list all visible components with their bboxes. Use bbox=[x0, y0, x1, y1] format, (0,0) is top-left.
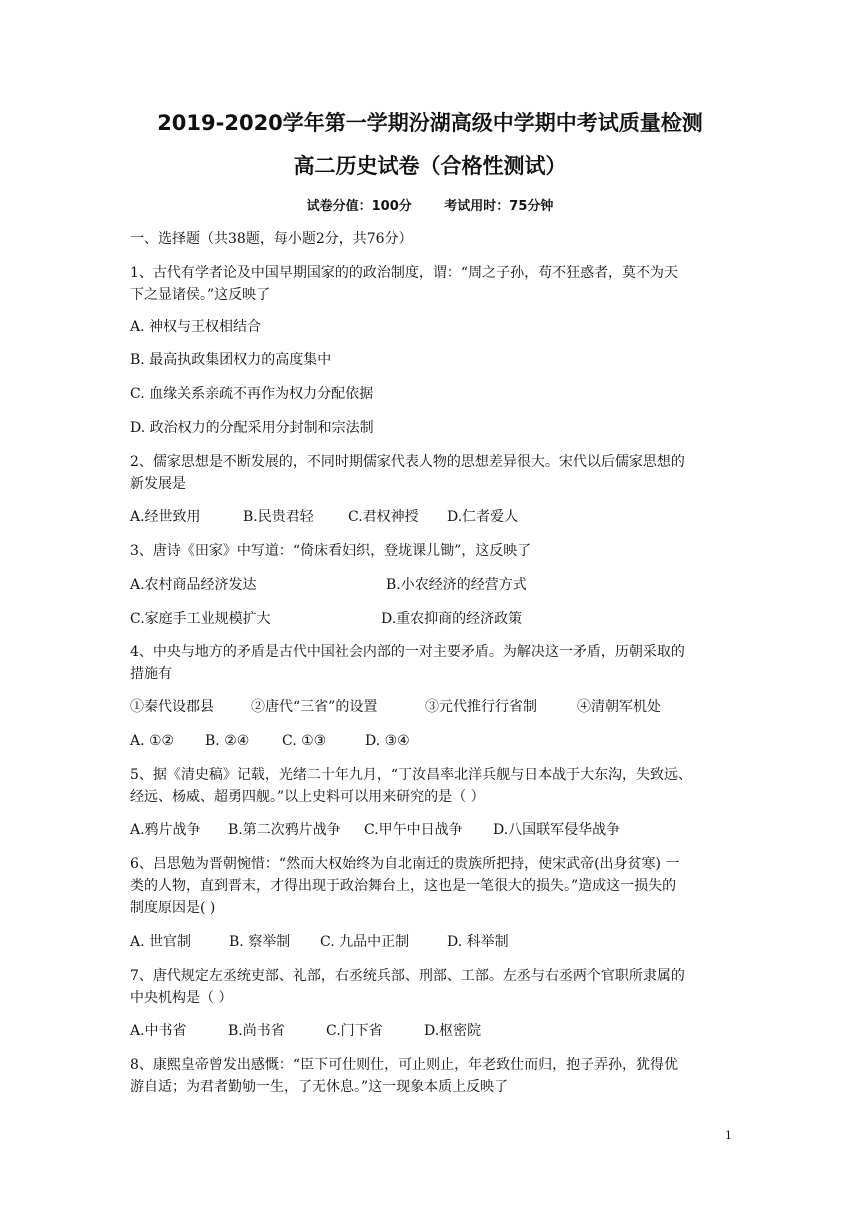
q7-stem-line1: 7、唐代规定左丞统吏部、礼部，右丞统兵部、刑部、工部。左丞与右丞两个官职所隶属的 bbox=[130, 968, 685, 984]
q6-option-c: C. 九品中正制 bbox=[320, 934, 410, 950]
q8-stem-line1: 8、康熙皇帝曾发出感慨：“臣下可仕则仕，可止则止，年老致仕而归，抱子弄孙，犹得优 bbox=[130, 1057, 679, 1073]
q6-stem-line2: 类的人物，直到晋末，才得出现于政治舞台上，这也是一笔很大的损失。”造成这一损失的 bbox=[130, 878, 677, 894]
q1-option-c: C. 血缘关系亲疏不再作为权力分配依据 bbox=[130, 386, 374, 402]
q2-option-c: C.君权神授 bbox=[348, 509, 419, 525]
q5-option-d: D.八国联军侵华战争 bbox=[493, 822, 621, 838]
q4-item-4: ④清朝军机处 bbox=[577, 699, 661, 715]
section-heading: 一、选择题（共38题，每小题2分，共76分） bbox=[130, 231, 413, 247]
q5-option-a: A.鸦片战争 bbox=[130, 822, 201, 838]
q8-stem-line2: 游自适；为君者勤劬一生，了无休息。”这一现象本质上反映了 bbox=[130, 1079, 509, 1095]
q3-option-d: D.重农抑商的经济政策 bbox=[381, 611, 523, 627]
q4-item-3: ③元代推行行省制 bbox=[425, 699, 537, 715]
exam-title: 2019-2020学年第一学期汾湖高级中学期中考试质量检测 bbox=[157, 111, 703, 135]
score-info: 试卷分值：100分 bbox=[306, 199, 412, 214]
q7-stem-line2: 中央机构是（ ） bbox=[130, 990, 233, 1006]
q4-option-d: D. ③④ bbox=[365, 733, 410, 749]
q3-stem-line1: 3、唐诗《田家》中写道：“倚床看妇织，登垅课儿锄”，这反映了 bbox=[130, 543, 532, 559]
q4-stem-line2: 措施有 bbox=[130, 666, 172, 682]
q4-option-b: B. ②④ bbox=[205, 733, 250, 749]
q4-option-a: A. ①② bbox=[130, 733, 175, 749]
q7-option-b: B.尚书省 bbox=[228, 1023, 285, 1039]
q6-option-d: D. 科举制 bbox=[447, 934, 509, 950]
q3-option-a: A.农村商品经济发达 bbox=[130, 577, 257, 593]
q6-stem-line1: 6、吕思勉为晋朝惋惜：“然而大权始终为自北南迁的贵族所把持，使宋武帝(出身贫寒) 一 bbox=[130, 856, 680, 872]
q6-stem-line3: 制度原因是( ) bbox=[130, 900, 216, 916]
q1-stem-line1: 1、古代有学者论及中国早期国家的的政治制度，谓：“周之子孙，苟不狂惑者，莫不为天 bbox=[130, 265, 679, 281]
q5-stem-line1: 5、据《清史稿》记载，光绪二十年九月，“丁汝昌率北洋兵舰与日本战于大东沟，失致远、 bbox=[130, 767, 693, 783]
q5-stem-line2: 经远、杨威、超勇四舰。”以上史料可以用来研究的是（ ） bbox=[130, 789, 485, 805]
q4-option-c: C. ①③ bbox=[282, 733, 327, 749]
q7-option-a: A.中书省 bbox=[130, 1023, 187, 1039]
q4-stem-line1: 4、中央与地方的矛盾是古代中国社会内部的一对主要矛盾。为解决这一矛盾，历朝采取的 bbox=[130, 644, 685, 660]
q3-option-c: C.家庭手工业规模扩大 bbox=[130, 611, 271, 627]
q1-option-b: B. 最高执政集团权力的高度集中 bbox=[130, 352, 332, 368]
q5-option-c: C.甲午中日战争 bbox=[364, 822, 463, 838]
q2-option-a: A.经世致用 bbox=[130, 509, 201, 525]
q1-option-d: D. 政治权力的分配采用分封制和宗法制 bbox=[130, 420, 374, 436]
q6-option-a: A. 世官制 bbox=[130, 934, 192, 950]
q3-option-b: B.小农经济的经营方式 bbox=[386, 577, 527, 593]
q1-option-a: A. 神权与王权相结合 bbox=[130, 319, 262, 335]
q4-item-1: ①秦代设郡县 bbox=[130, 699, 214, 715]
q7-option-d: D.枢密院 bbox=[424, 1023, 482, 1039]
q2-stem-line1: 2、儒家思想是不断发展的，不同时期儒家代表人物的思想差异很大。宋代以后儒家思想的 bbox=[130, 454, 685, 470]
q2-option-d: D.仁者爱人 bbox=[447, 509, 519, 525]
q6-option-b: B. 察举制 bbox=[229, 934, 291, 950]
time-info: 考试用时：75分钟 bbox=[444, 199, 554, 214]
q2-option-b: B.民贵君轻 bbox=[243, 509, 314, 525]
q5-option-b: B.第二次鸦片战争 bbox=[228, 822, 341, 838]
exam-info bbox=[0, 195, 860, 214]
page-number: 1 bbox=[725, 1129, 732, 1142]
q7-option-c: C.门下省 bbox=[326, 1023, 383, 1039]
q4-item-2: ②唐代“三省”的设置 bbox=[251, 699, 378, 715]
exam-subtitle: 高二历史试卷（合格性测试） bbox=[293, 154, 567, 178]
q2-stem-line2: 新发展是 bbox=[130, 476, 186, 492]
q1-stem-line2: 下之显诸侯。”这反映了 bbox=[130, 287, 271, 303]
